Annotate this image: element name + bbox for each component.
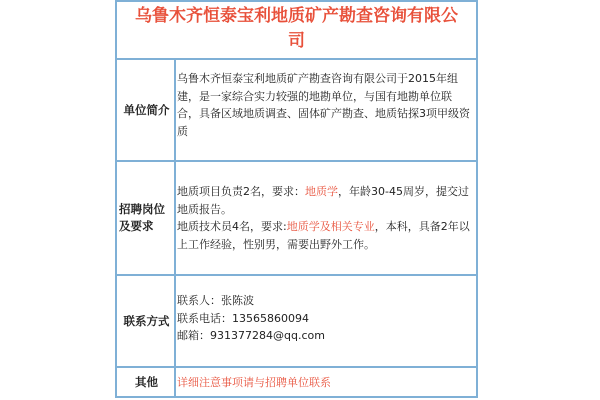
column-divider — [174, 58, 176, 398]
jobs-text — [177, 183, 472, 253]
contact-person: 联系人：张陈波 — [177, 294, 254, 307]
job-1 — [177, 183, 472, 218]
job-2-major: 地质学及相关专业 — [286, 220, 375, 233]
intro-text — [177, 70, 472, 140]
job-1-prefix: 地质项目负责2名，要求： — [177, 185, 305, 198]
contact-phone[interactable]: 联系电话：13565860094 — [177, 311, 309, 325]
job-2-suffix: ，本科，具备2年以上工作经验，性别男，需要出野外工作。 — [177, 220, 470, 251]
job-1-major: 地质学 — [305, 185, 338, 198]
intro-paragraph: 乌鲁木齐恒泰宝利地质矿产勘查咨询有限公司于2015年组建，是一家综合实力较强的地勘单位，与国有地勘单位联合，具备区域地质调查、固体矿产勘查、地质钻探3项甲级资质 — [177, 72, 470, 138]
label-contact: 联系方式 — [123, 313, 170, 328]
job-1-suffix: ，年龄30-45周岁，提交过地质报告。 — [177, 185, 469, 216]
contact-text — [177, 292, 472, 345]
other-text — [177, 374, 472, 392]
job-2 — [177, 218, 472, 253]
other-note: 详细注意事项请与招聘单位联系 — [177, 376, 331, 389]
border-bottom — [115, 396, 478, 398]
contact-email[interactable]: 邮箱：931377284@qq.com — [177, 329, 325, 342]
label-intro: 单位简介 — [123, 102, 170, 117]
label-other: 其他 — [135, 374, 158, 389]
label-jobs: 招聘岗位及要求 — [119, 202, 165, 233]
recruitment-card — [115, 0, 478, 398]
job-2-prefix: 地质技术员4名，要求: — [177, 220, 287, 233]
company-title: 乌鲁木齐恒泰宝利地质矿产勘查咨询有限公司 — [135, 6, 458, 51]
